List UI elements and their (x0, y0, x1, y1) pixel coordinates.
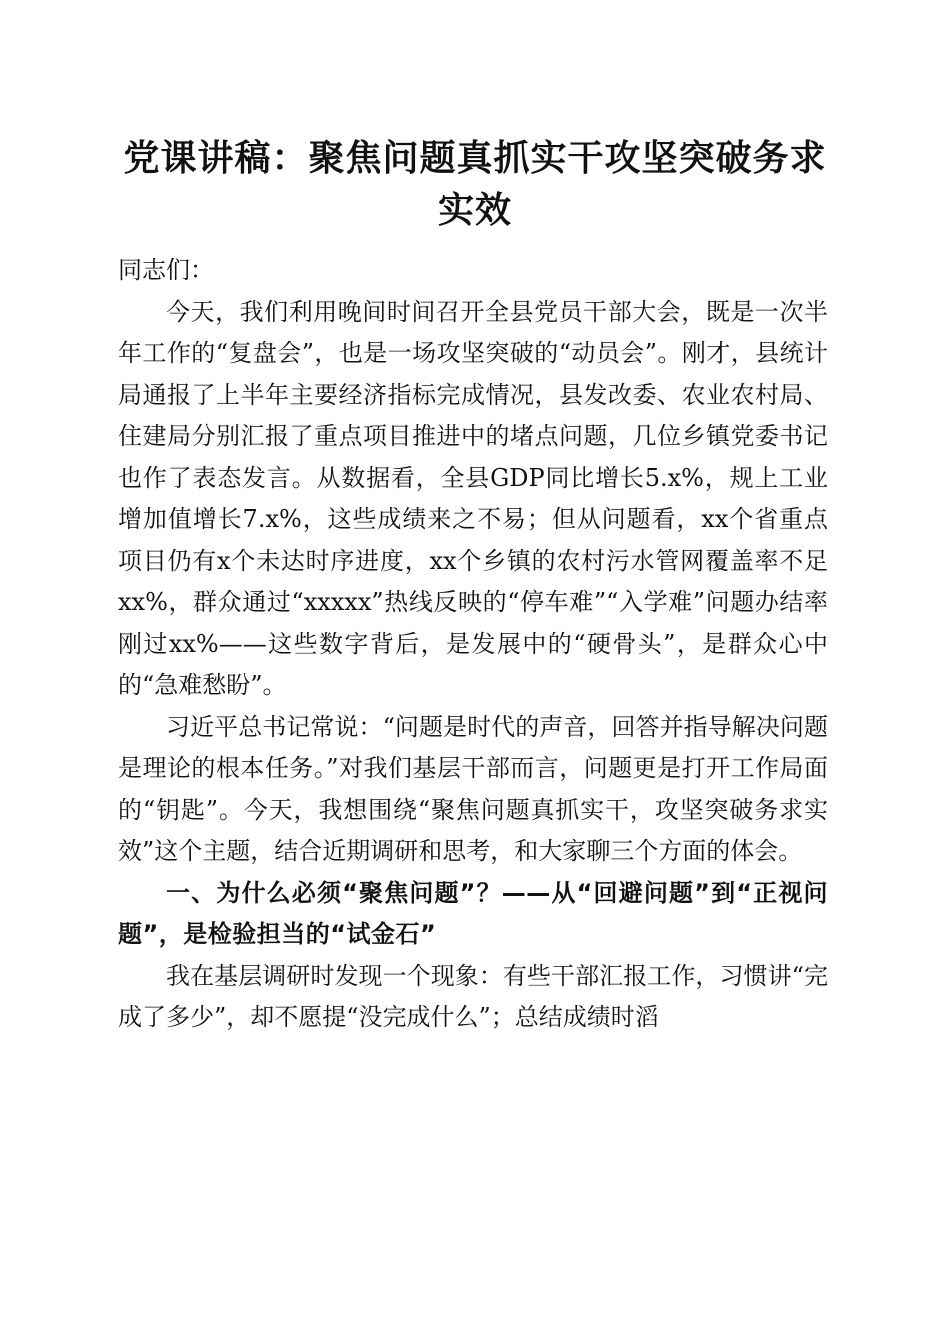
document-body (118, 250, 828, 1039)
paragraph-3: 我在基层调研时发现一个现象：有些干部汇报工作，习惯讲“完成了多少”，却不愿提“没完成什么”；总结成绩时滔 (118, 961, 828, 1031)
paragraph-1: 今天，我们利用晚间时间召开全县党员干部大会，既是一次半年工作的“复盘会”，也是一场攻坚突破的“动员会”。刚才，县统计局通报了上半年主要经济指标完成情况，县发改委、农业农村局、住建局分别汇报了重点项目推进中的堵点问题，几位乡镇党委书记也作了表态发言。从数据看，全县GDP同比增长5.x%，规上工业增加值增长7.x%，这些成绩来之不易；但从问题看，xx个省重点项目仍有x个未达时序进度，xx个乡镇的农村污水管网覆盖率不足xx%，群众通过“xxxxx”热线反映的“停车难”“入学难”问题办结率刚过xx%——这些数字背后，是发展中的“硬骨头”，是群众心中的“急难愁盼”。 (118, 297, 828, 699)
section-heading-1: 一、为什么必须“聚焦问题”？——从“回避问题”到“正视问题”，是检验担当的“试金石” (118, 878, 828, 948)
document-title: 党课讲稿：聚焦问题真抓实干攻坚突破务求实效 (123, 137, 827, 231)
salutation: 同志们： (118, 256, 214, 284)
paragraph-2: 习近平总书记常说：“问题是时代的声音，回答并指导解决问题是理论的根本任务。”对我们基层干部而言，问题更是打开工作局面的“钥匙”。今天，我想围绕“聚焦问题真抓实干，攻坚突破务求实效”这个主题，结合近期调研和思考，和大家聊三个方面的体会。 (118, 712, 828, 865)
